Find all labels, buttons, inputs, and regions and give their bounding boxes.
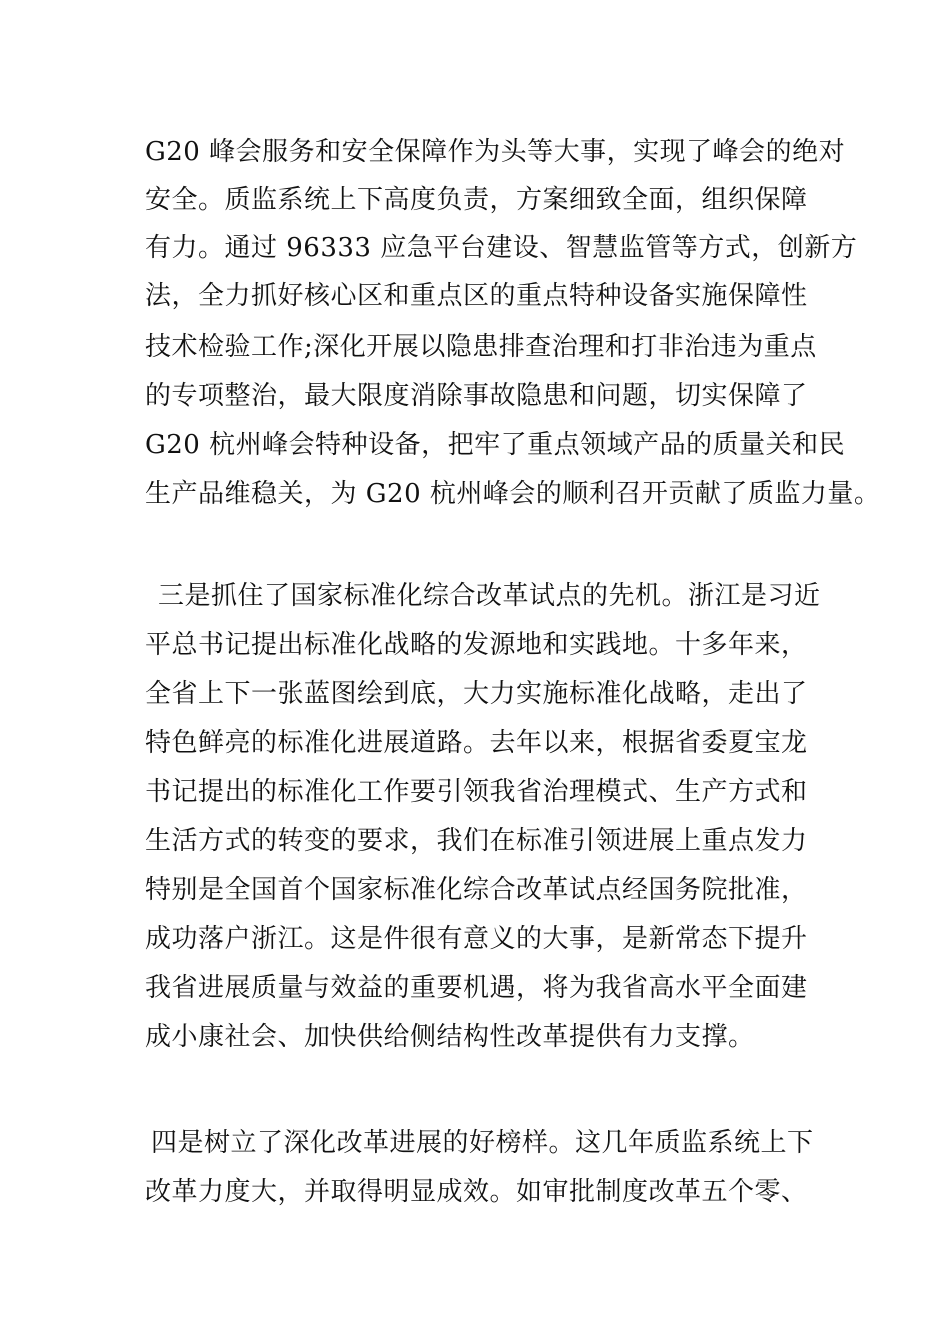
- text-line: 平总书记提出标准化战略的发源地和实践地。十多年来，: [145, 630, 808, 660]
- text-line: 改革力度大，并取得明显成效。如审批制度改革五个零、: [145, 1177, 808, 1207]
- text-line: 我省进展质量与效益的重要机遇，将为我省高水平全面建: [145, 973, 808, 1003]
- text-line: 安全。质监系统上下高度负责，方案细致全面，组织保障: [145, 185, 808, 215]
- text-line: 有力。通过 96333 应急平台建设、智慧监管等方式，创新方: [145, 233, 858, 263]
- text-line: 书记提出的标准化工作要引领我省治理模式、生产方式和: [145, 777, 808, 807]
- text-line: G20 杭州峰会特种设备，把牢了重点领域产品的质量关和民: [145, 430, 846, 460]
- text-line: 特色鲜亮的标准化进展道路。去年以来，根据省委夏宝龙: [145, 728, 808, 758]
- text-line: 特别是全国首个国家标准化综合改革试点经国务院批准，: [145, 875, 808, 905]
- text-line: 成小康社会、加快供给侧结构性改革提供有力支撑。: [145, 1022, 755, 1052]
- text-line: 生活方式的转变的要求，我们在标准引领进展上重点发力: [145, 826, 808, 856]
- text-line: 的专项整治，最大限度消除事故隐患和问题，切实保障了: [145, 381, 808, 411]
- text-line: 全省上下一张蓝图绘到底，大力实施标准化战略，走出了: [145, 679, 808, 709]
- text-line: 三是抓住了国家标准化综合改革试点的先机。浙江是习近: [158, 581, 821, 611]
- text-line: 四是树立了深化改革进展的好榜样。这几年质监系统上下: [151, 1128, 814, 1158]
- text-line: 技术检验工作;深化开展以隐患排查治理和打非治违为重点: [145, 332, 817, 362]
- text-line: 成功落户浙江。这是件很有意义的大事，是新常态下提升: [145, 924, 808, 954]
- text-line: 生产品维稳关，为 G20 杭州峰会的顺利召开贡献了质监力量。: [145, 479, 881, 509]
- text-line: G20 峰会服务和安全保障作为头等大事，实现了峰会的绝对: [145, 137, 846, 167]
- text-line: 法，全力抓好核心区和重点区的重点特种设备实施保障性: [145, 281, 808, 311]
